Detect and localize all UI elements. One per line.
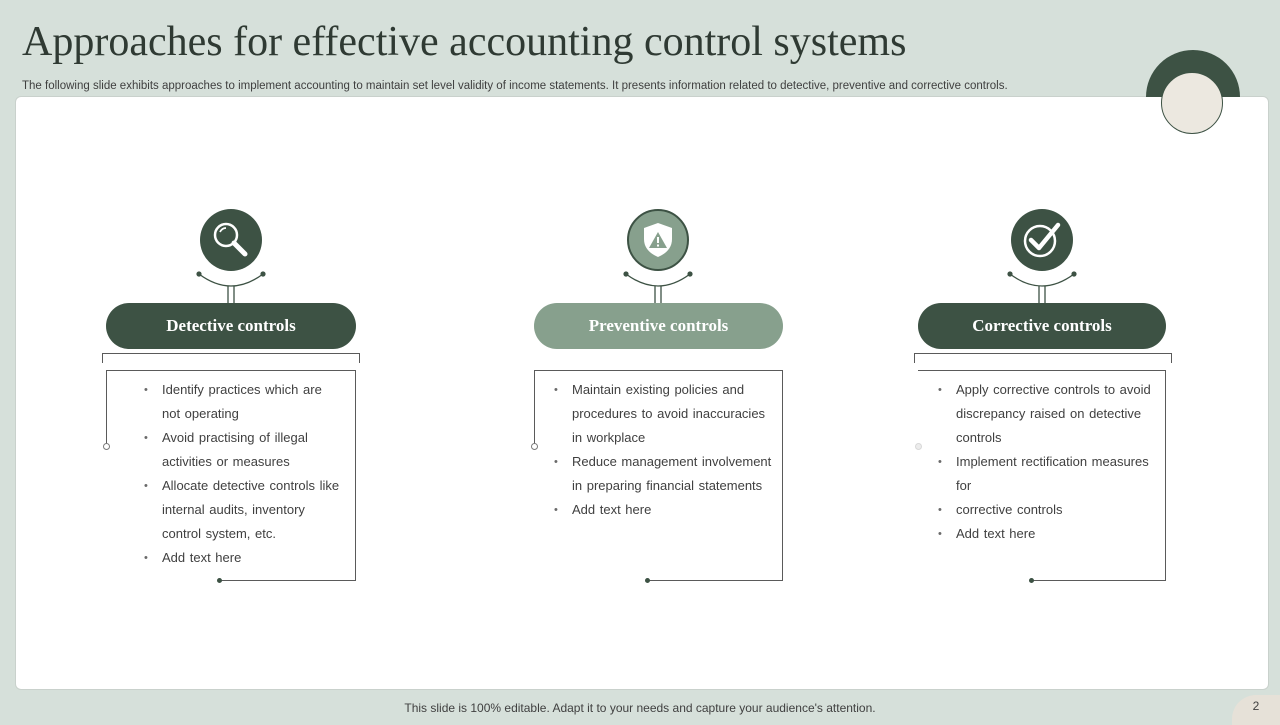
detective-bottom-dot [217, 578, 222, 583]
list-item: • Add text here [554, 498, 776, 522]
detective-icon-circle [200, 209, 262, 271]
detective-bracket [102, 353, 360, 363]
preventive-box-bottom-line [648, 580, 783, 581]
preventive-points-list [554, 378, 776, 522]
corrective-points-list [938, 378, 1160, 546]
slide-footer: This slide is 100% editable. Adapt it to your needs and capture your audience's attention. [404, 701, 876, 715]
list-item: • Add text here [938, 522, 1160, 546]
detective-points-list [144, 378, 344, 570]
connector-detective [191, 268, 271, 304]
preventive-box-left-line [534, 370, 535, 448]
preventive-side-dot [531, 443, 538, 450]
detective-side-dot [103, 443, 110, 450]
detective-controls-heading: Detective controls [106, 303, 356, 349]
list-item: • Maintain existing policies and procedures to avoid inaccuracies in workplace [554, 378, 776, 450]
corrective-icon-circle [1011, 209, 1073, 271]
magnifier-icon [209, 218, 253, 262]
list-item: • Implement rectification measures for [938, 450, 1160, 498]
preventive-icon-circle [627, 209, 689, 271]
connector-corrective [1002, 268, 1082, 304]
slide-title: Approaches for effective accounting control systems [22, 19, 907, 65]
decorative-badge [1146, 50, 1240, 136]
decorative-circle [1161, 72, 1223, 134]
corrective-box-bottom-line [1032, 580, 1166, 581]
corrective-bracket [914, 353, 1172, 363]
detective-box-left-line [106, 370, 107, 448]
checkmark-icon [1019, 217, 1065, 263]
list-item: • Allocate detective controls like internal audits, inventory control system, etc. [144, 474, 344, 546]
list-item: • Identify practices which are not operating [144, 378, 344, 426]
corrective-bottom-dot [1029, 578, 1034, 583]
detective-box-bottom-line [220, 580, 356, 581]
page-number: 2 [1232, 695, 1280, 725]
list-item: • corrective controls [938, 498, 1160, 522]
preventive-bottom-dot [645, 578, 650, 583]
list-item: • Avoid practising of illegal activities or measures [144, 426, 344, 474]
connector-preventive [618, 268, 698, 304]
slide-subtitle: The following slide exhibits approaches to implement accounting to maintain set level validity of income statements. It presents information related to detective, preventive and corrective controls. [22, 80, 1008, 92]
list-item: • Reduce management involvement in preparing financial statements [554, 450, 776, 498]
list-item: • Apply corrective controls to avoid discrepancy raised on detective controls [938, 378, 1160, 450]
list-item: • Add text here [144, 546, 344, 570]
preventive-controls-heading: Preventive controls [534, 303, 783, 349]
corrective-controls-heading: Corrective controls [918, 303, 1166, 349]
shield-warning-icon [638, 220, 678, 260]
corrective-side-dot [915, 443, 922, 450]
